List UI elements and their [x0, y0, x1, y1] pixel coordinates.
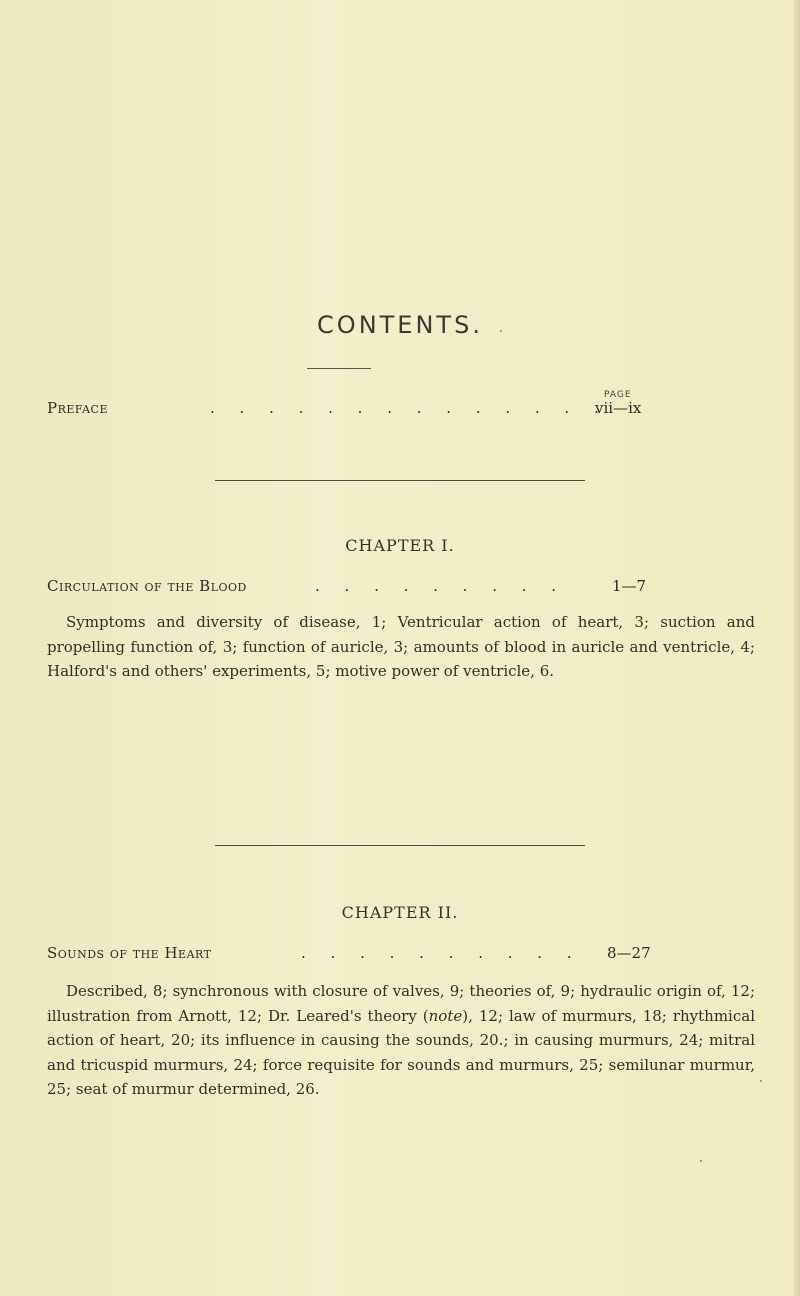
- summary-note: note: [428, 1006, 463, 1025]
- contents-title: CONTENTS.: [317, 311, 483, 339]
- toc-entry-preface[interactable]: [47, 399, 747, 421]
- toc-entry-label: Circulation of the Blood: [47, 577, 247, 595]
- page-column-label: PAGE: [604, 390, 632, 400]
- summary-text: ), 12; law of murmurs, 18; rhythmical action of heart, 20; its influence in causing the sounds, 20.; in causing murmurs, 24; mitral and tricuspid murmurs, 24; force requisite for sounds and murmurs, 25; semilunar murmur, 25; seat of murmur determined, 26.: [47, 1006, 755, 1099]
- scan-speck: [700, 1160, 702, 1162]
- dot-leader: . . . . . . . . . . . . . .: [210, 399, 609, 417]
- section-divider: [215, 845, 585, 846]
- title-rule: [307, 368, 371, 369]
- section-divider: [215, 480, 585, 481]
- dot-leader: . . . . . . . . .: [315, 577, 567, 595]
- chapter-summary: [47, 979, 755, 1102]
- scan-speck: [500, 330, 502, 332]
- toc-page-range: 8—27: [607, 944, 651, 962]
- chapter-heading: CHAPTER II.: [341, 903, 459, 922]
- toc-page-range: vii—ix: [595, 399, 642, 417]
- page-edge: [794, 0, 800, 1296]
- toc-page-range: 1—7: [612, 577, 647, 595]
- toc-entry-label: Preface: [47, 399, 108, 417]
- toc-entry-chapter-1[interactable]: [47, 577, 747, 599]
- toc-entry-label: Sounds of the Heart: [47, 944, 212, 962]
- scan-speck: [760, 1080, 762, 1082]
- summary-text: Described, 8; synchronous with closure of valves, 9; theories of, 9; hydraulic origin of, 12; illustration from Arnott, 12; Dr. Leared's theory (: [47, 982, 755, 1025]
- dot-leader: . . . . . . . . . .: [301, 944, 582, 962]
- toc-entry-chapter-2[interactable]: [47, 944, 747, 966]
- chapter-heading: CHAPTER I.: [345, 536, 455, 555]
- chapter-summary: Symptoms and diversity of disease, 1; Ventricular action of heart, 3; suction and propelling function of, 3; function of auricle, 3; amounts of blood in auricle and ventricle, 4; Halford's and others' experiments, 5; motive power of ventricle, 6.: [47, 613, 755, 681]
